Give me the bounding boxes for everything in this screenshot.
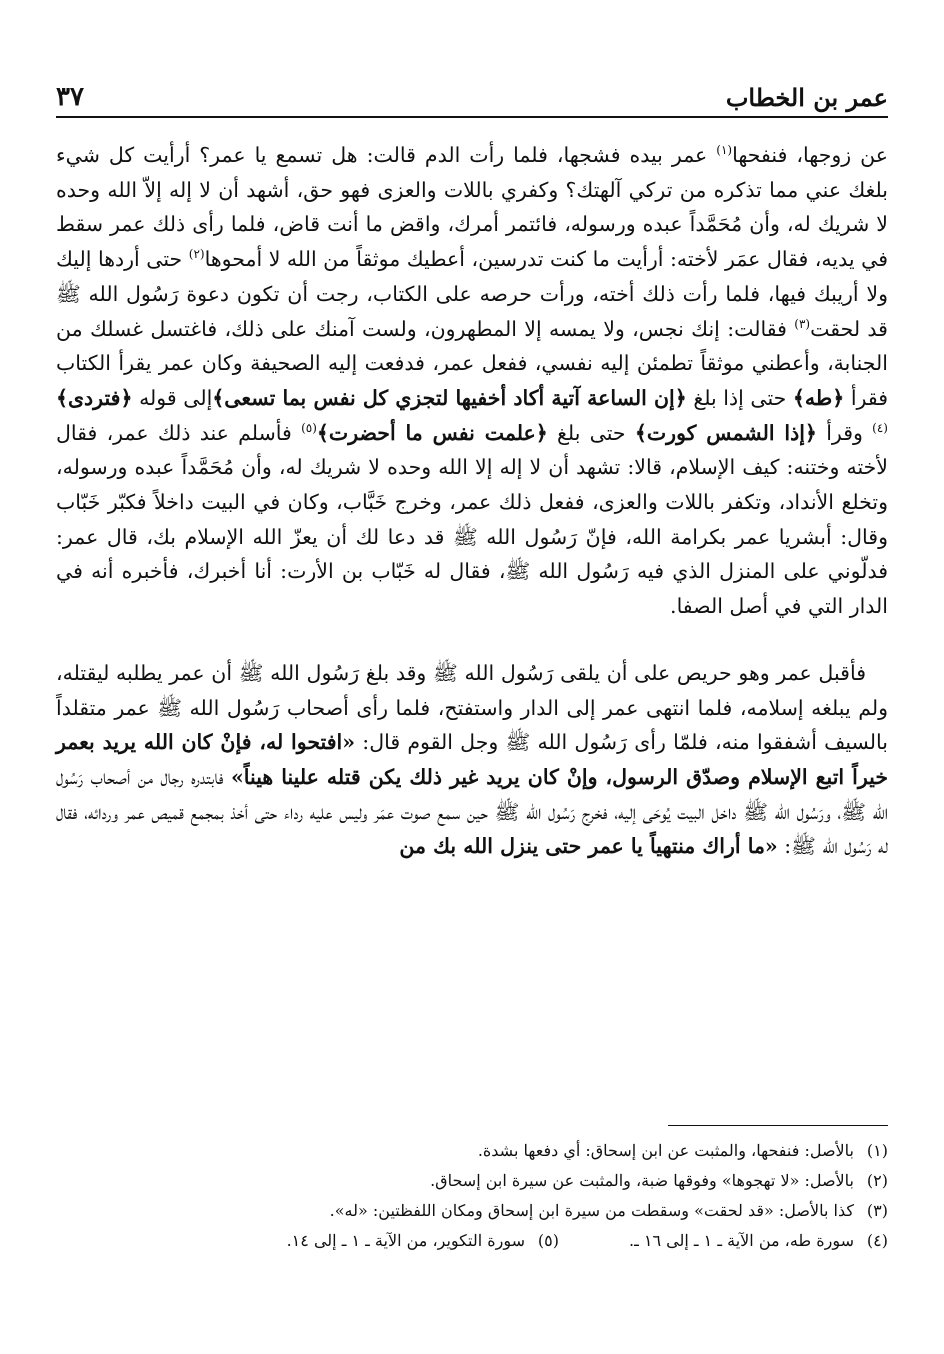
paragraph-1 bbox=[56, 138, 888, 624]
text-run: إلى قوله bbox=[132, 385, 213, 410]
footnote-item bbox=[56, 1136, 888, 1166]
footnote-item bbox=[56, 1196, 888, 1226]
footnote-ref-5: (٥) bbox=[301, 420, 317, 435]
text-run: عن زوجها، فنفحها bbox=[732, 143, 889, 167]
text-run: حتى أردها إليك ولا أريبك فيها، فلما رأت ذلك أخته، ورأت حرصه على الكتاب، رجت أن تكون دعوة رَسُول الله ﷺ قد لحقت bbox=[56, 247, 888, 341]
text-run: حتى بلغ bbox=[547, 420, 635, 445]
text-run: عمر بيده فشجها، فلما رأت الدم قالت: هل تسمع يا عمر؟ أرأيت كل شيء بلغك عني مما تذكره من تركي آلهتك؟ وكفري باللات والعزى فهو حق، أشهد أن لا إله إلاّ الله وحده لا شريك له، وأن مُحَمَّداً عبده ورسوله، فائتمر أمرك، واقض ما أنت قاض، فلما رأى ذلك عمر سقط في يديه، فقال عمَر لأخته: أرأيت ما كنت تدرسين، أعطيك موثقاً من الله لا أمحوها bbox=[56, 143, 889, 272]
footnote-ref-1: (١) bbox=[716, 143, 733, 158]
footnote-item bbox=[56, 1166, 888, 1196]
footnote-divider bbox=[668, 1125, 888, 1126]
main-text bbox=[56, 138, 888, 864]
quran-quote: ﴿طه﴾ bbox=[792, 385, 845, 410]
text-run: وقرأ bbox=[816, 420, 873, 445]
hadith-quote: «ما أراك منتهياً يا عمر حتى ينزل الله بك من bbox=[399, 834, 778, 859]
footnote-number: (٣) bbox=[866, 1201, 888, 1220]
footnote-text: سورة التكوير، من الآية ـ ١ ـ إلى ١٤. bbox=[286, 1231, 526, 1250]
footnote-ref-4: (٤) bbox=[872, 420, 888, 435]
footnote-spacer bbox=[559, 1226, 629, 1256]
footnote-ref-2: (٢) bbox=[188, 247, 205, 262]
footnote-text: بالأصل: فنفحها، والمثبت عن ابن إسحاق: أي دفعها بشدة. bbox=[477, 1141, 854, 1160]
footnote-number: (٥) bbox=[537, 1231, 560, 1250]
footnote-number: (١) bbox=[866, 1141, 888, 1160]
header-title: عمر بن الخطاب bbox=[725, 83, 888, 112]
footnote-item bbox=[56, 1226, 888, 1256]
footnote-text: سورة طه، من الآية ـ ١ ـ إلى ١٦ ـ. bbox=[629, 1231, 854, 1250]
text-run: حتى إذا بلغ bbox=[686, 385, 793, 410]
quran-quote: ﴿فتردى﴾ bbox=[56, 385, 133, 410]
text-run: فأقبل عمر وهو حريص على أن يلقى رَسُول الله ﷺ وقد بلغ رَسُول الله ﷺ أن عمر يطلبه ليقتله، ولم يبلغه إسلامه، فلما انتهى عمر إلى الدار واستفتح، فلما رأى أصحاب رَسُول الله ﷺ عمر متقلداً بالسيف أشفقوا منه، فلمّا رأى رَسُول الله ﷺ وجل القوم قال: bbox=[56, 660, 888, 755]
footnotes bbox=[56, 1136, 888, 1256]
hadith-quote: «افتحوا له، فإنْ كان الله يريد بعمر خيراً اتبع الإسلام وصدّق الرسول، وإنْ كان يريد غير ذلك يكن قتله علينا هيناً» bbox=[56, 730, 888, 789]
quran-quote: ﴿إن الساعة آتية أكاد أخفيها لتجزي كل نفس بما تسعى﴾ bbox=[212, 385, 687, 410]
footnote-ref-3: (٣) bbox=[794, 316, 811, 331]
footnote-number: (٤) bbox=[866, 1231, 888, 1250]
footnote-text: بالأصل: «لا تهجوها» وفوقها ضبة، والمثبت عن سيرة ابن إسحاق. bbox=[430, 1171, 854, 1190]
text-run: فابتدره رجال من أصحاب رَسُول الله ﷺ، ورَسُول الله ﷺ داخل البيت يُوحَى إليه، فخرج رَسُول الله ﷺ حين سمع صوت عمَر وليس عليه رداء حتى أخذ بمجمع قميص عمر وردائه، فقال له رَسُول الله ﷺ: bbox=[56, 764, 888, 859]
text-run: فقالت: إنك نجس، ولا يمسه إلا المطهرون، ولست آمنك على ذلك، فاغتسل غسلك من الجنابة، وأعطني موثقاً تطمئن إليه نفسي، ففعل عمر، فدفعت إليه الصحيفة وكان عمر يقرأ الكتاب فقرأ bbox=[56, 316, 888, 410]
quran-quote: ﴿إذا الشمس كورت﴾ bbox=[634, 420, 817, 445]
paragraph-2 bbox=[56, 656, 888, 864]
page-number: ٣٧ bbox=[56, 82, 84, 112]
quran-quote: ﴿علمت نفس ما أحضرت﴾ bbox=[316, 420, 548, 445]
running-header bbox=[56, 72, 888, 118]
footnote-text: كذا بالأصل: «قد لحقت» وسقطت من سيرة ابن إسحاق ومكان اللفظتين: «له». bbox=[329, 1201, 854, 1220]
text-run: فأسلم عند ذلك عمر، فقال لأخته وختنه: كيف الإسلام، قالا: تشهد أن لا إله إلا الله وحده لا شريك له، وأن مُحَمَّداً عبده ورسوله، وتخلع الأنداد، وتكفر باللات والعزى، ففعل ذلك عمر، وخرج خَبَّاب، وكان في البيت داخلاً فكبّر خَبّاب وقال: أبشريا عمر بكرامة الله، فإنّ رَسُول الله ﷺ قد دعا لك أن يعزّ الله الإسلام بك، قال عمر: فدلّوني على المنزل الذي فيه رَسُول الله ﷺ، فقال له خَبّاب بن الأرت: أنا أخبرك، فأخبره أنه في الدار التي في أصل الصفا. bbox=[56, 420, 888, 619]
footnote-number: (٢) bbox=[866, 1171, 888, 1190]
